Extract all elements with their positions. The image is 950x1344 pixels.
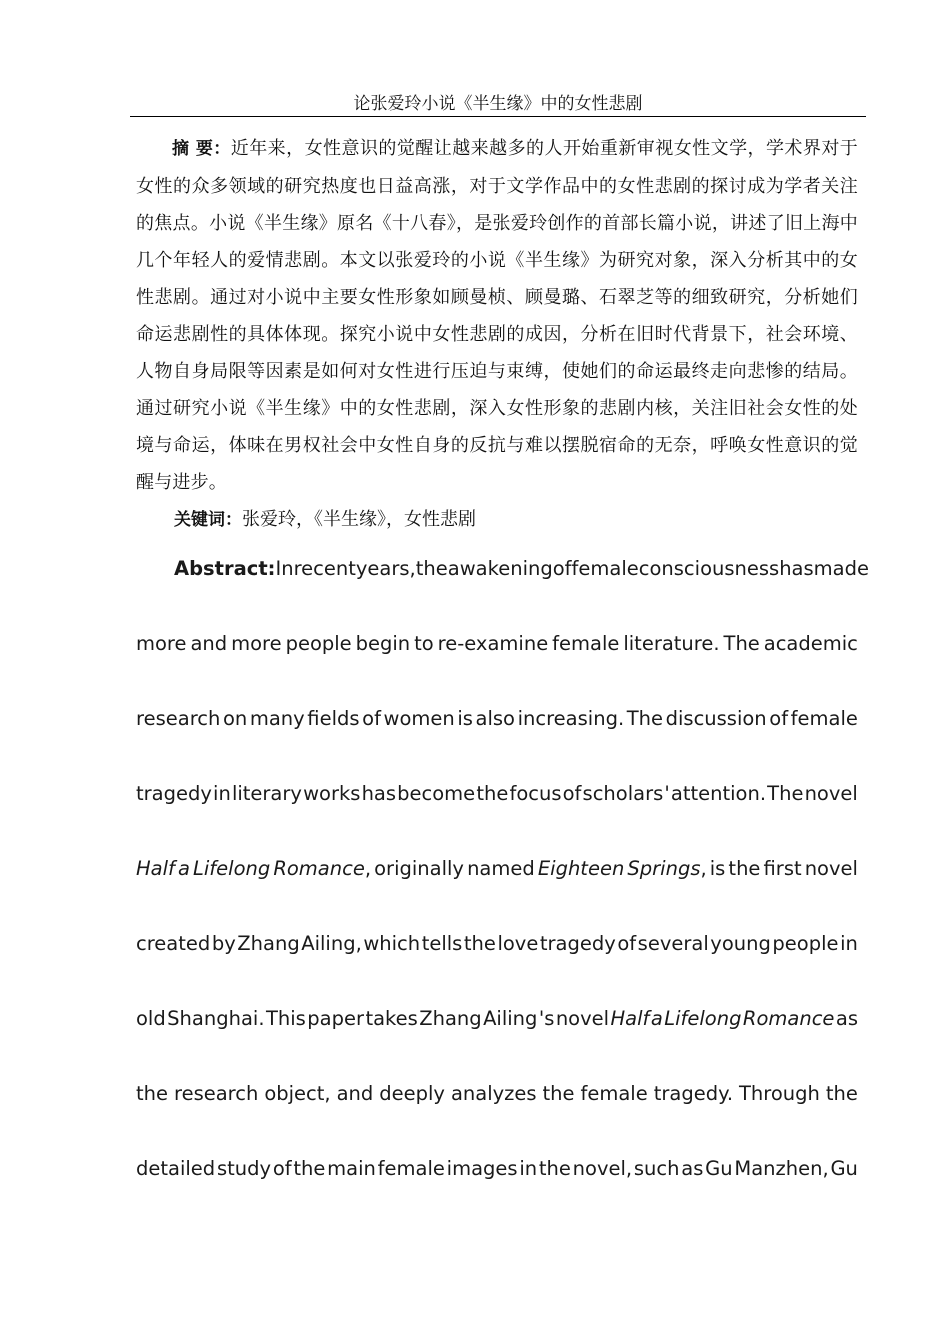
abstract-en-word: deeply (379, 1082, 445, 1105)
abstract-en-word: years, (355, 557, 416, 580)
abstract-en-word: novel, (572, 1157, 633, 1180)
abstract-en-word: named (467, 857, 535, 880)
abstract-en-word: a (650, 1007, 663, 1030)
abstract-en-word: has (779, 557, 814, 580)
abstract-text-cn: 近年来，女性意识的觉醒让越来越多的人开始重新审视女性文学，学术界对于女性的众多领域的研究热度也日益高涨，对于文学作品中的女性悲剧的探讨成为学者关注的焦点。小说《半生缘》原名《十八春》，是张爱玲创作的首部长篇小说，讲述了旧上海中几个年轻人的爱情悲剧。本文以张爱玲的小说《半生缘》为研究对象，深入分析其中的女性悲剧。通过对小说中主要女性形象如顾曼桢、顾曼璐、石翠芝等的细致研究，分析她们命运悲剧性的具体体现。探究小说中女性悲剧的成因，分析在旧时代背景下，社会环境、人物自身局限等因素是如何对女性进行压迫与束缚，使她们的命运最终走向悲惨的结局。通过研究小说《半生缘》中的女性悲剧，深入女性形象的悲剧内核，关注旧社会女性的处境与命运，体味在男权社会中女性自身的反抗与难以摆脱宿命的无奈，呼唤女性意识的觉醒与进步。 (136, 138, 859, 493)
abstract-en-word: created (136, 932, 211, 955)
abstract-en-word: as (835, 1007, 858, 1030)
abstract-en-word: research (136, 707, 221, 730)
abstract-en-word: first (763, 857, 802, 880)
abstract-en-word: Half (136, 857, 175, 880)
abstract-en-word: the (542, 1082, 575, 1105)
abstract-en-word: literature. (623, 632, 720, 655)
abstract-en-word: consciousness (638, 557, 780, 580)
abstract-en-line (136, 906, 858, 981)
english-abstract-section (136, 531, 869, 1206)
abstract-en-word: fields (307, 707, 360, 730)
abstract-en-word: novel (804, 782, 858, 805)
abstract-en-word: the (825, 1082, 858, 1105)
abstract-en-word: Through (739, 1082, 820, 1105)
abstract-en-word: of (617, 932, 637, 955)
abstract-label-en: Abstract: (174, 557, 276, 580)
abstract-en-line (136, 756, 858, 831)
abstract-en-word: Half (610, 1007, 650, 1030)
abstract-en-word: 's (538, 1007, 555, 1030)
abstract-en-word: main (327, 1157, 376, 1180)
keywords-label: 关键词： (174, 510, 242, 530)
abstract-en-line (136, 981, 858, 1056)
abstract-en-word: young (710, 932, 771, 955)
abstract-en-word: tragedy (136, 782, 212, 805)
abstract-en-word: people (772, 932, 839, 955)
abstract-en-word: of (362, 707, 381, 730)
abstract-en-word: recent (293, 557, 356, 580)
abstract-en-word: as (681, 1157, 704, 1180)
abstract-en-word: increasing. (517, 707, 625, 730)
abstract-en-word: analyzes (450, 1082, 537, 1105)
abstract-en-word: scholars (582, 782, 664, 805)
abstract-en-word: female (571, 557, 639, 580)
abstract-en-word: made (813, 557, 869, 580)
abstract-label-cn: 摘 要： (172, 139, 231, 159)
abstract-en-word: Gu (705, 1157, 733, 1180)
abstract-en-word: attention. (670, 782, 767, 805)
abstract-en-word: awakening (447, 557, 553, 580)
abstract-en-word: such (633, 1157, 680, 1180)
abstract-en-word: takes (365, 1007, 418, 1030)
abstract-en-word: Zhang (419, 1007, 482, 1030)
abstract-en-line (136, 831, 858, 906)
abstract-en-word: Lifelong (664, 1007, 742, 1030)
abstract-en-word: Romance (742, 1007, 835, 1030)
abstract-en-line (136, 606, 858, 681)
abstract-en-word (174, 531, 294, 606)
abstract-en-word: The (723, 632, 760, 655)
abstract-en-word: to (414, 632, 434, 655)
abstract-en-word: focus (509, 782, 562, 805)
abstract-en-word: originally (374, 857, 464, 880)
abstract-en-word: in (213, 782, 231, 805)
abstract-en-word: works (303, 782, 361, 805)
abstract-en-word: Ailing, (301, 932, 362, 955)
abstract-en-line (136, 1131, 858, 1206)
abstract-en-word: has (361, 782, 397, 805)
abstract-en-word: the (538, 1157, 571, 1180)
abstract-en-word: women (383, 707, 455, 730)
abstract-en-word: novel (804, 857, 858, 880)
abstract-en-word: Gu (830, 1157, 858, 1180)
abstract-en-word: images (446, 1157, 518, 1180)
abstract-en-word: Romance, (273, 857, 372, 880)
abstract-en-word: discussion (665, 707, 767, 730)
abstract-en-word: begin (355, 632, 411, 655)
abstract-en-word: The (626, 707, 664, 730)
abstract-en-word: a (177, 857, 190, 880)
abstract-en-word: of (552, 557, 572, 580)
abstract-en-word: ' (664, 782, 670, 805)
abstract-en-word: Springs, (627, 857, 707, 880)
abstract-en-word: academic (763, 632, 858, 655)
abstract-en-line (136, 681, 858, 756)
abstract-en-word: female (377, 1157, 445, 1180)
abstract-en-word: of (769, 707, 789, 730)
abstract-en-word: the (476, 782, 509, 805)
chinese-abstract-section (136, 130, 858, 539)
abstract-en-word: Ailing (483, 1007, 538, 1030)
abstract-en-word: tragedy. (653, 1082, 734, 1105)
abstract-en-word: old (136, 1007, 166, 1030)
abstract-en-word: detailed (136, 1157, 216, 1180)
keywords-text: 张爱玲，《半生缘》，女性悲剧 (242, 509, 476, 530)
abstract-en-word: novel (555, 1007, 610, 1030)
abstract-en-word: many (249, 707, 305, 730)
page-header-title: 论张爱玲小说《半生缘》中的女性悲剧 (130, 92, 866, 117)
abstract-en-word: Lifelong (193, 857, 271, 880)
abstract-en-word: female (552, 632, 620, 655)
abstract-en-word: object, (264, 1082, 331, 1105)
abstract-en-word: in (840, 932, 858, 955)
chinese-abstract-paragraph (136, 130, 858, 501)
abstract-en-word: in (519, 1157, 538, 1180)
abstract-en-word: on (222, 707, 248, 730)
abstract-en-word: of (562, 782, 582, 805)
abstract-en-word: people (285, 632, 352, 655)
abstract-en-word: Manzhen, (734, 1157, 829, 1180)
abstract-en-word: re-examine (437, 632, 549, 655)
abstract-en-word: become (397, 782, 476, 805)
abstract-en-word: and (190, 632, 228, 655)
abstract-en-word: more (136, 632, 187, 655)
abstract-en-word: paper (307, 1007, 364, 1030)
abstract-en-word: tragedy (539, 932, 616, 955)
abstract-en-word: the (463, 932, 496, 955)
abstract-en-word: by (211, 932, 236, 955)
abstract-en-word: which (363, 932, 421, 955)
abstract-en-word: of (272, 1157, 292, 1180)
abstract-en-word: Shanghai. (167, 1007, 265, 1030)
abstract-en-word: love (497, 932, 539, 955)
abstract-en-word: the (293, 1157, 326, 1180)
abstract-en-word: literary (231, 782, 302, 805)
abstract-en-word: and (336, 1082, 374, 1105)
abstract-en-word: the (415, 557, 448, 580)
abstract-en-word: is (709, 857, 726, 880)
abstract-en-word: The (767, 782, 804, 805)
abstract-en-word: female (790, 707, 858, 730)
abstract-en-word: also (475, 707, 515, 730)
abstract-en-line (136, 1056, 858, 1131)
abstract-en-word: several (637, 932, 709, 955)
abstract-en-word: Zhang (237, 932, 300, 955)
abstract-en-word: research (173, 1082, 259, 1105)
abstract-en-word: the (728, 857, 761, 880)
abstract-en-word: more (231, 632, 282, 655)
abstract-en-word: female (580, 1082, 648, 1105)
abstract-en-word: Eighteen (537, 857, 625, 880)
abstract-en-word: In (275, 557, 294, 580)
abstract-en-line (136, 531, 869, 606)
abstract-en-word: is (457, 707, 473, 730)
abstract-en-word: This (265, 1007, 306, 1030)
abstract-en-word: the (136, 1082, 169, 1105)
abstract-en-word: tells (421, 932, 463, 955)
abstract-en-word: study (216, 1157, 272, 1180)
